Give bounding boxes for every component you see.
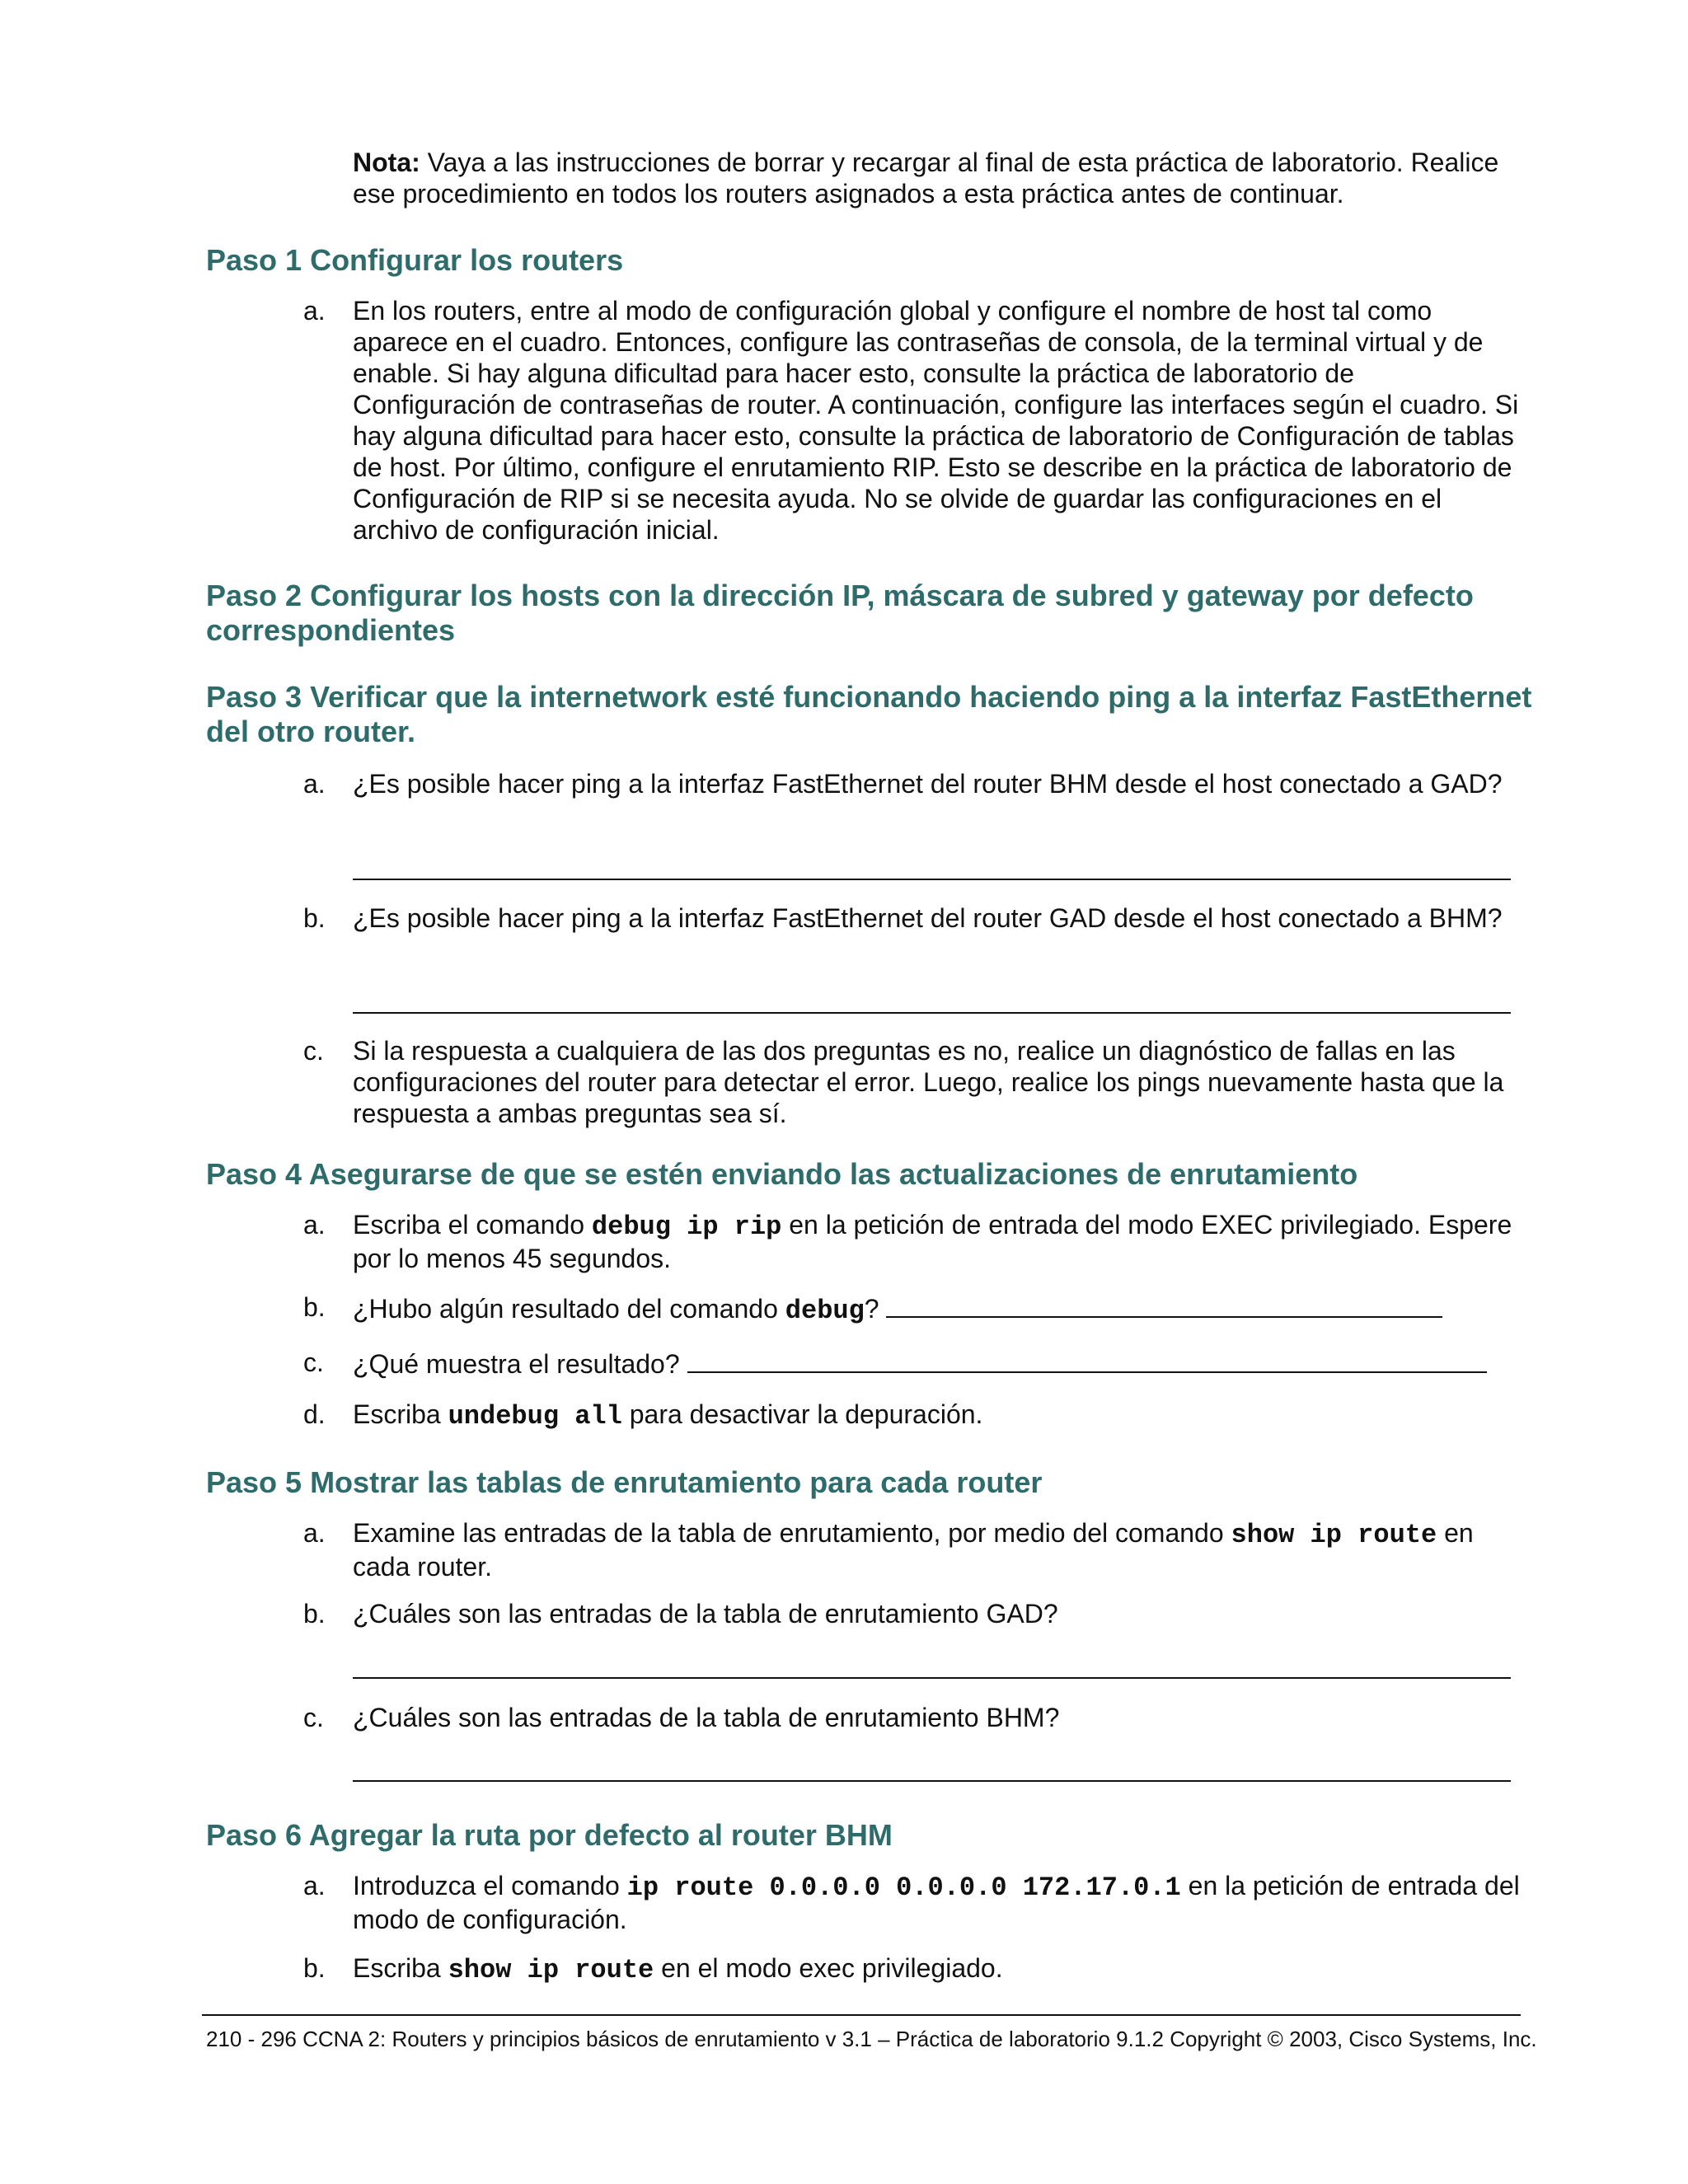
note-text: Vaya a las instrucciones de borrar y recargar al final de esta práctica de laboratorio. Realice ese procedimiento en todos los routers asignados a esta práctica antes de continuar.	[353, 148, 1499, 209]
page-footer: 210 - 296 CCNA 2: Routers y principios básicos de enrutamiento v 3.1 – Práctica de laboratorio 9.1.2 Copyright © 2003, Cisco Systems, Inc.	[206, 2027, 1537, 2051]
item-label: b.	[303, 1292, 326, 1322]
footer-rule	[202, 2014, 1521, 2016]
item-label: a.	[303, 769, 326, 799]
item-label: a.	[303, 1518, 326, 1548]
answer-line[interactable]	[353, 1780, 1511, 1782]
item-text: Escriba	[353, 1953, 448, 1983]
item-text: en cada router.	[353, 1518, 1474, 1582]
note-paragraph	[353, 147, 1523, 209]
item-label: c.	[303, 1703, 324, 1732]
answer-line[interactable]	[353, 1677, 1511, 1679]
step1-heading: Paso 1 Configurar los routers	[206, 243, 624, 277]
item-text: Escriba	[353, 1399, 448, 1429]
item-text: Si la respuesta a cualquiera de las dos preguntas es no, realice un diagnóstico de fallas en las configuraciones del router para detectar el error. Luego, realice los pings nuevamente hasta que la respuesta a ambas preguntas sea sí.	[353, 1036, 1504, 1128]
step2-heading: Paso 2 Configurar los hosts con la dirección IP, máscara de subred y gateway por defecto correspondientes	[206, 579, 1474, 647]
item-text: Escriba el comando	[353, 1210, 592, 1240]
answer-blank[interactable]	[687, 1347, 1487, 1373]
command-code: show ip route	[448, 1955, 654, 1985]
item-text: ¿Cuáles son las entradas de la tabla de enrutamiento GAD?	[353, 1599, 1058, 1629]
item-text: ¿Es posible hacer ping a la interfaz FastEthernet del router GAD desde el host conectado a BHM?	[353, 903, 1503, 933]
command-code: debug	[785, 1296, 865, 1326]
note-label: Nota:	[353, 148, 420, 177]
item-label: a.	[303, 1871, 326, 1900]
answer-blank[interactable]	[886, 1291, 1442, 1318]
item-text: Introduzca el comando	[353, 1871, 627, 1900]
step5-heading: Paso 5 Mostrar las tablas de enrutamiento para cada router	[206, 1465, 1043, 1499]
item-label: d.	[303, 1399, 326, 1429]
command-code: debug ip rip	[591, 1212, 782, 1242]
item-label: a.	[303, 1210, 326, 1240]
item-text: en la petición de entrada del modo EXEC privilegiado. Espere por lo menos 45 segundos.	[353, 1210, 1512, 1273]
item-text: ?	[864, 1294, 887, 1324]
item-text: ¿Cuáles son las entradas de la tabla de enrutamiento BHM?	[353, 1703, 1060, 1732]
step6-heading: Paso 6 Agregar la ruta por defecto al router BHM	[206, 1818, 893, 1852]
item-text: ¿Hubo algún resultado del comando	[353, 1294, 785, 1324]
item-text: en el modo exec privilegiado.	[654, 1953, 1003, 1983]
item-text: ¿Qué muestra el resultado?	[353, 1349, 687, 1379]
step4-heading: Paso 4 Asegurarse de que se estén enviando las actualizaciones de enrutamiento	[206, 1157, 1358, 1191]
item-text: Examine las entradas de la tabla de enrutamiento, por medio del comando	[353, 1518, 1231, 1548]
step3-heading: Paso 3 Verificar que la internetwork esté funcionando haciendo ping a la interfaz FastEthernet del otro router.	[206, 680, 1532, 748]
item-text: En los routers, entre al modo de configuración global y configure el nombre de host tal como aparece en el cuadro. Entonces, configure las contraseñas de consola, de la terminal virtual y de enable. Si hay alguna dificultad para hacer esto, consulte la práctica de laboratorio de Configuración de contraseñas de router. A continuación, configure las interfaces según el cuadro. Si hay alguna dificultad para hacer esto, consulte la práctica de laboratorio de Configuración de tablas de host. Por último, configure el enrutamiento RIP. Esto se describe en la práctica de laboratorio de Configuración de RIP si se necesita ayuda. No se olvide de guardar las configuraciones en el archivo de configuración inicial.	[353, 296, 1519, 545]
command-code: ip route 0.0.0.0 0.0.0.0 172.17.0.1	[626, 1872, 1181, 1903]
item-label: c.	[303, 1347, 324, 1377]
command-code: undebug all	[448, 1401, 622, 1432]
command-code: show ip route	[1231, 1520, 1437, 1550]
item-text: ¿Es posible hacer ping a la interfaz FastEthernet del router BHM desde el host conectado a GAD?	[353, 769, 1503, 799]
answer-line[interactable]	[353, 1012, 1511, 1014]
item-label: b.	[303, 1953, 326, 1983]
item-text: para desactivar la depuración.	[621, 1399, 983, 1429]
item-text: en la petición de entrada del modo de configuración.	[353, 1871, 1520, 1934]
answer-line[interactable]	[353, 879, 1511, 880]
item-label: b.	[303, 1599, 326, 1629]
item-label: b.	[303, 903, 326, 933]
item-label: a.	[303, 296, 326, 326]
item-label: c.	[303, 1036, 324, 1066]
